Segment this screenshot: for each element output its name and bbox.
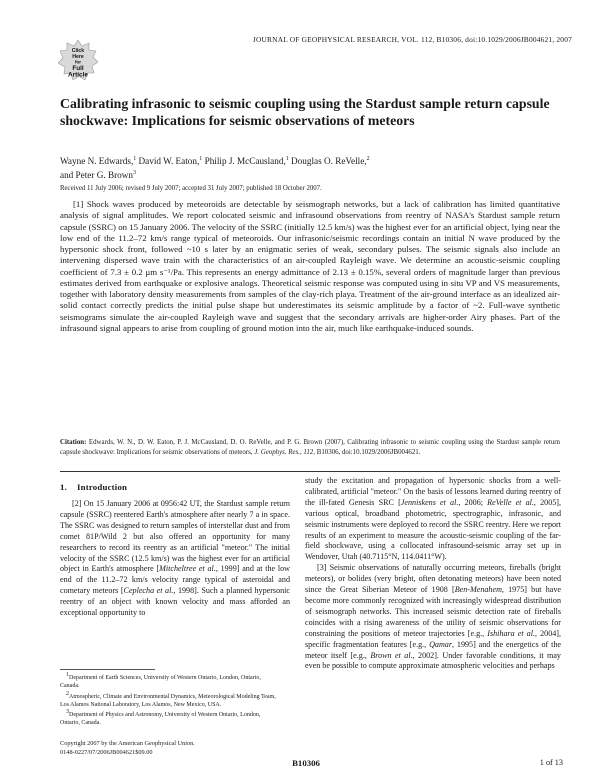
reference-link[interactable]: ReVelle et al. [487,497,534,507]
body-run: , 1975] but have become more commonly recognized with increasingly widespread distribution of seismograph networks. This increased seismic detection rate of fireballs coincides with a rising awareness of the utility of seismic observations for constraining the positions of meteor trajectories [e.g., [305,585,561,638]
copyright-line: Copyright 2007 by the American Geophysical Union. [60,740,195,747]
paragraph-marker: [3] [317,563,327,573]
affiliation-footnotes [60,669,278,730]
footnote-rule [60,669,155,670]
body-run: Seismic observations of naturally occurring meteors, fireballs (bright meteors), or bolides (very bright, often detonating meteors) have been noted since the Great Siberian Meteor of 1908 [ [305,563,561,595]
footnote-text: Department of Earth Sciences, University of Western Ontario, London, Ontario, Canada. [60,675,261,690]
section-divider [60,471,560,472]
body-run: study the excitation and propagation of hypersonic shocks from a well-calibrated, artificial "meteor." On the basis of lessons learned during reentry of the ill-fated Genesis SRC [ [305,476,561,507]
author-list [60,154,530,182]
footnote [60,690,278,710]
footnote-text: Department of Physics and Astronomy, University of Western Ontario, London, Ontario, Canada. [60,712,261,727]
paragraph-marker: [2] [72,499,82,508]
body-run: , 2002]. Under favorable conditions, it may even be possible to compute approximate atmospheric velocities and perhaps [305,650,561,671]
journal-header: JOURNAL OF GEOPHYSICAL RESEARCH, VOL. 112, B10306, doi:10.1029/2006JB004621, 2007 [252,35,572,44]
reference-link[interactable]: Ishihara et al. [487,628,535,638]
body-run: , 1995] and the energetics of the meteor itself [e.g., [305,639,561,660]
right-column [305,476,561,672]
section-number: 1. [60,482,67,492]
footnote [60,674,278,691]
body-run: , 1998]. Such a planned hypersonic reentry of an object with known velocity and mass afforded an exceptional opportunity to [60,586,290,618]
body-run: , 2004], specific fragmentation features [e.g., [305,628,562,649]
reference-link[interactable]: Jenniskens et al. [400,497,459,507]
author-name: Philip J. McCausland, [204,156,286,166]
affiliation-mark: 1 [285,155,289,162]
badge-line-5: Article [68,71,88,79]
paragraph-marker: [1] [73,199,84,209]
citation-doi: B10306, doi:10.1029/2006JB004621. [316,449,421,456]
abstract-text: Shock waves produced by meteoroids are detectable by seismograph networks, but a lack of calibration has limited quantitative analysis of signal amplitudes. We report colocated seismic and infrasound observations from reentry of NASA's Stardust sample return capsule (SSRC) on 15 January 2006. The velocity of the SSRC (initially 12.5 km/s) was the highest ever for an artificial object, lying near the low end of the 11.2–72 km/s range typical of meteoroids. Our infrasonic/seismic recordings contain an initial N wave produced by the hypersonic shock front, followed ~10 s later by an enigmatic series of weak, secondary pulses. The seismic signals also include an intervening dispersed wave train with the characteristics of an air-coupled Rayleigh wave. We determine an acoustic-seismic coupling coefficient of 7.3 ± 0.2 μm s⁻¹/Pa. This represents an energy admittance of 2.13 ± 0.15%, several orders of magnitude larger than previous estimates derived from earthquake or explosive analogs. Theoretical seismic response was computed using in situ VP and VS measurements, together with laboratory density measurements from samples of the clay-rich playa. Treatment of the air-ground interface as an idealized air-solid contact correctly predicts the initial pulse shape but underestimates its seismic amplitude by a factor of ~2. Full-wave synthetic seismograms simulate the air-coupled Rayleigh wave and suggest that the secondary arrivals are higher-order Airy phases. Part of the infrasound signal appears to arise from coupling of ground motion into the air, much like earthquake-induced sounds. [60,199,560,333]
section-title: Introduction [77,482,128,492]
full-article-badge-icon[interactable] [58,40,98,80]
footnote [60,711,278,728]
footnote-mark: 1 [66,672,69,678]
author-name: Douglas O. ReVelle, [291,156,367,166]
abstract [60,199,560,334]
body-run: On 15 January 2006 at 0956:42 UT, the Stardust sample return capsule (SSRC) reentered Earth's atmosphere after nearly 7 a in space. The SSRC was designed to return samples of interstellar dust and from comet 81P/Wild 2 but also offered an opportunity for many researchers to record its reentry as an artificial "meteor." The initial velocity of the SSRC (12.5 km/s) was the highest ever for an artificial object in Earth's atmosphere [ [60,499,290,574]
badge-line-4: Full [72,65,84,72]
badge-line-2: Here [72,54,84,60]
article-id: B10306 [292,758,320,768]
citation-text: Edwards, W. N., D. W. Eaton, P. J. McCausland, D. O. ReVelle, and P. G. Brown (2007), Calibrating infrasonic to seismic coupling using the Stardust sample return capsule shockwave: Implications for seismic observations of meteors, [60,439,560,456]
affiliation-mark: 1 [199,155,203,162]
citation-label: Citation: [60,439,87,446]
affiliation-mark: 2 [366,155,370,162]
body-run: , 2005], various optical, broadband photometric, spectrographic, infrasonic, and seismic instruments were deployed to record the SSRC reentry. Here we report results of an experiment to measure the acoustic-seismic coupling of the far-field shockwave, using a collocated infrasound-seismic array set up in Wendover, Utah (40.7115°N, 114.0411°W). [305,497,562,562]
author-name: Wayne N. Edwards, [60,156,134,166]
copyright-notice [60,740,280,757]
reference-link[interactable]: Ben-Menahem [454,585,502,595]
body-text [60,499,290,619]
footnote-mark: 3 [66,709,69,716]
author-name: and Peter G. Brown [60,170,133,180]
author-name: David W. Eaton, [138,156,200,166]
issn-line: 0148-0227/07/2006JB004621$09.00 [60,748,153,756]
body-run: , 2006; [458,497,488,507]
article-title: Calibrating infrasonic to seismic coupling using the Stardust sample return capsule shockwave: Implications for seismic observations of meteors [60,96,550,128]
body-text [305,476,561,672]
reference-link[interactable]: Ceplecha et al. [123,586,174,596]
body-run: , 1999] and at the low end of the 11.2–72 km/s velocity range typical of asteroidal and cometary meteors [ [60,564,290,596]
affiliation-mark: 1 [133,155,137,162]
badge-line-1: Click [71,48,85,54]
reference-link[interactable]: Brown et al. [370,650,413,660]
badge-line-3: for [74,59,82,65]
citation-journal: J. Geophys. Res., 112, [254,449,315,456]
citation-block [60,438,560,458]
left-column [60,482,290,619]
footnote-text: Atmospheric, Climate and Environmental Dynamics, Meteorological Modeling Team, Los Alamos National Laboratory, Los Alamos, New Mexico, USA. [60,693,276,708]
affiliation-mark: 3 [132,169,136,176]
reference-link[interactable]: Mitcheltree et al. [159,564,216,574]
reference-link[interactable]: Qamar [429,639,452,649]
footnote-mark: 2 [66,690,69,697]
page-number: 1 of 13 [539,758,563,767]
received-dates: Received 11 July 2006; revised 9 July 2007; accepted 31 July 2007; published 18 October 2007. [60,185,322,192]
section-heading [60,482,290,492]
